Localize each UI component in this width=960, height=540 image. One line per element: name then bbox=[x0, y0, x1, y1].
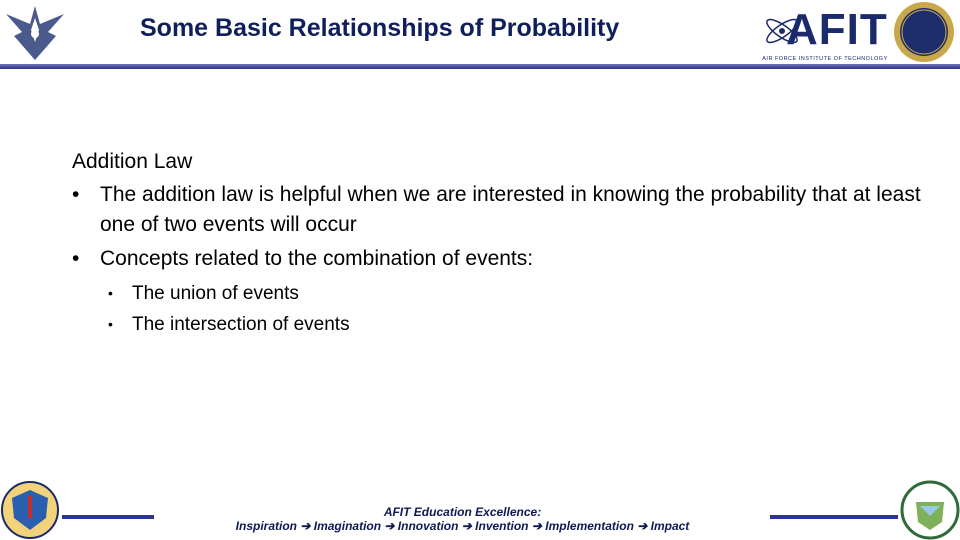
air-education-training-command-seal-icon bbox=[0, 480, 60, 540]
bullet-text: Concepts related to the combination of events: bbox=[100, 247, 534, 270]
footer-line-1: AFIT Education Excellence: bbox=[383, 505, 542, 519]
air-force-wings-icon bbox=[4, 2, 66, 62]
bullet-dot: • bbox=[108, 316, 113, 332]
footer-tagline bbox=[190, 505, 735, 533]
air-university-seal-icon bbox=[900, 480, 960, 540]
sub-bullet-text: The union of events bbox=[132, 283, 299, 304]
afit-logo-subtext: AIR FORCE INSTITUTE OF TECHNOLOGY bbox=[762, 56, 888, 62]
bullet-dot: • bbox=[72, 247, 80, 270]
sub-bullet-item bbox=[72, 278, 932, 309]
afit-logo bbox=[762, 4, 888, 64]
bullet-dot: • bbox=[108, 285, 113, 301]
sub-bullet-list bbox=[72, 278, 932, 340]
sub-bullet-text: The intersection of events bbox=[132, 314, 350, 335]
bullet-text: The addition law is helpful when we are interested in knowing the probability that at least one of two events will occur bbox=[100, 183, 921, 236]
page-title: Some Basic Relationships of Probability bbox=[140, 14, 620, 42]
afit-logo-text: AFIT bbox=[786, 5, 888, 54]
slide-body bbox=[72, 148, 932, 340]
footer-line-2: Inspiration ➔ Imagination ➔ Innovation ➔ Invention ➔ Implementation ➔ Impact bbox=[235, 519, 690, 533]
footer-divider-left bbox=[62, 515, 154, 519]
header-divider bbox=[0, 64, 960, 69]
bullet-item bbox=[72, 180, 932, 240]
section-heading: Addition Law bbox=[72, 150, 193, 173]
bullet-item bbox=[72, 244, 932, 274]
sub-bullet-item bbox=[72, 309, 932, 340]
bullet-dot: • bbox=[72, 183, 80, 206]
footer-divider-right bbox=[770, 515, 898, 519]
afit-centennial-seal-icon bbox=[892, 0, 956, 64]
